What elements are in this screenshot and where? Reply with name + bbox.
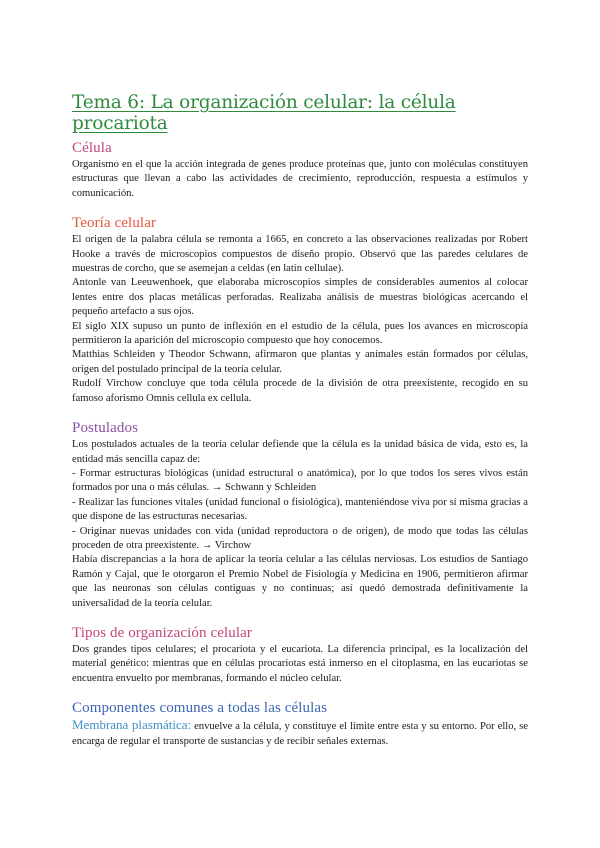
tipos-paragraph: Dos grandes tipos celulares; el procariota y el eucariota. La diferencia principal, es la localización del material genético: mientras que en células procariotas está inmerso en el citoplasma, en las eucariotas se encuentra envuelto por membranas, formando el núcleo celular. xyxy=(72,643,528,684)
heading-teoria-celular: Teoría celular xyxy=(72,215,157,232)
postulados-paragraph: Los postulados actuales de la teoría celular defiende que la célula es la unidad básica de vida, esto es, la entidad más sencilla capaz de: xyxy=(72,439,528,465)
teoria-paragraph: El origen de la palabra célula se remonta a 1665, en concreto a las observaciones realizadas por Robert Hooke a través de microscopios compuestos de diseño propio. Observó que las paredes celulares de muestras de corcho, que se asemejan a celdas (en latín cellulae). xyxy=(72,234,528,275)
section-postulados xyxy=(72,438,528,611)
section-tipos-organizacion xyxy=(72,643,528,686)
heading-tipos-organizacion: Tipos de organización celular xyxy=(72,624,252,641)
section-teoria-celular xyxy=(72,233,528,406)
membrana-text: envuelve a la célula, y constituye el límite entre esta y su entorno. Por ello, se encarga de regular el transporte de sustancias y de recibir señales externas. xyxy=(72,721,528,747)
celula-definition: Organismo en el que la acción integrada de genes produce proteínas que, junto con moléculas constituyen estructuras que llevan a cabo las actividades de crecimiento, reproducción, respuesta a estímulos y comunicación. xyxy=(72,159,528,199)
heading-celula: Célula xyxy=(72,140,112,156)
teoria-paragraph: Matthias Schleiden y Theodor Schwann, afirmaron que plantas y animales están formados por células, origen del postulado principal de la teoría celular. xyxy=(72,349,528,375)
heading-componentes-comunes: Componentes comunes a todas las células xyxy=(72,700,328,717)
section-componentes-comunes xyxy=(72,718,528,749)
postulados-list-item: - Formar estructuras biológicas (unidad estructural o anatómica), por lo que todos los seres vivos están formados por una o más células. → Schwann y Schleiden xyxy=(72,467,528,494)
heading-postulados: Postulados xyxy=(72,420,139,437)
teoria-paragraph: Antonle van Leeuwenhoek, que elaboraba microscopios simples de considerables aumentos al colocar lentes entre dos placas metálicas perforadas. Realizaba análisis de muestras biológicas acercando el pequeño artefacto a sus ojos. xyxy=(72,277,528,318)
page-title: Tema 6: La organización celular: la célula procariota xyxy=(72,92,456,134)
postulados-list-item: - Originar nuevas unidades con vida (unidad reproductora o de origen), de modo que todas las células proceden de otra preexistente. → Virchow xyxy=(72,525,528,551)
postulados-list-item: - Realizar las funciones vitales (unidad funcional o fisiológica), manteniéndose viva por sí misma gracias a que dispone de las estructuras necesarias. xyxy=(72,496,528,523)
membrana-label: Membrana plasmática: xyxy=(72,717,192,733)
teoria-paragraph: Rudolf Virchow concluye que toda célula procede de la división de otra preexistente, recogido en su famoso aforismo Omnis cellula ex cellula. xyxy=(72,378,528,404)
section-celula xyxy=(72,158,528,201)
teoria-paragraph: El siglo XIX supuso un punto de inflexión en el estudio de la célula, pues los avances en microscopía permitieron la aparición del microscopio compuesto que hoy conocemos. xyxy=(72,320,528,347)
membrana-paragraph xyxy=(72,718,528,749)
postulados-paragraph: Había discrepancias a la hora de aplicar la teoría celular a las células nerviosas. Los estudios de Santiago Ramón y Cajal, que le otorgaron el Premio Nobel de Fisiología y Medicina en 1906, permitieron afirmar que las neuronas son células contiguas y no continuas; así quedó demostrada definitivamente la universalidad de la teoría celular. xyxy=(72,554,528,609)
